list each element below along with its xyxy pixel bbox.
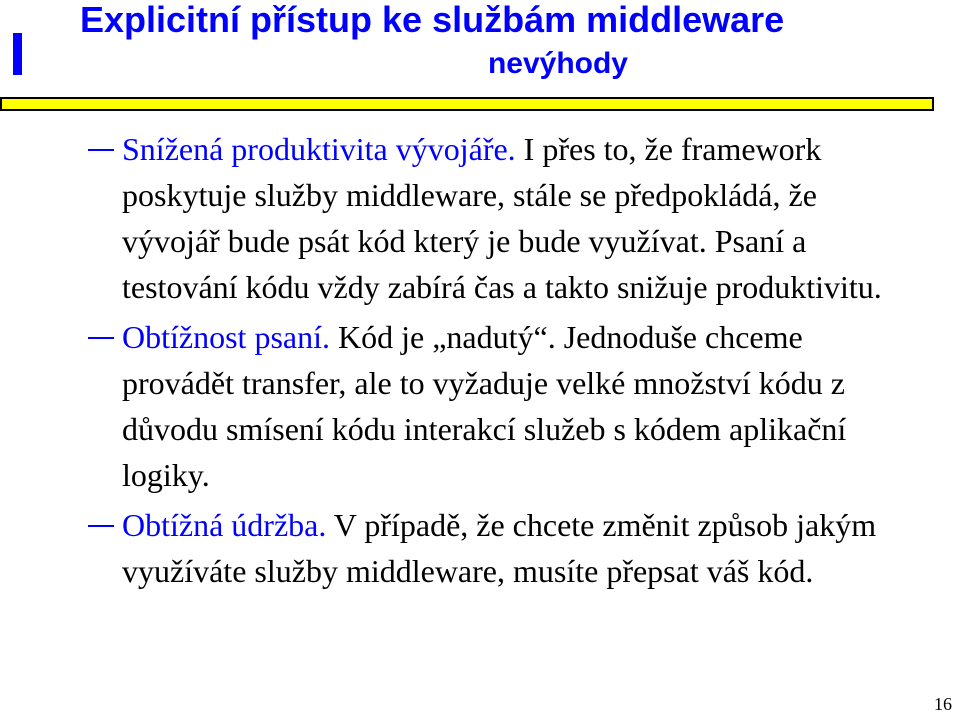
slide-title: Explicitní přístup ke službám middleware <box>80 0 785 40</box>
bullet-lead: Obtížná údržba. <box>122 507 327 543</box>
bullet-item-writing <box>88 314 918 498</box>
title-divider <box>0 97 934 111</box>
bullet-text: Kód je „nadutý“. Jednoduše chceme provádět transfer, ale to vyžaduje velké množství kódu z důvodu smísení kódu interakcí služeb s kódem aplikační logiky. <box>122 319 847 493</box>
dash-bullet-icon <box>88 337 114 339</box>
dash-bullet-icon <box>88 525 114 527</box>
dash-bullet-icon <box>88 149 114 151</box>
bullet-text: I přes to, že framework poskytuje služby middleware, stále se předpokládá, že vývojář bude psát kód který je bude využívat. Psaní a testování kódu vždy zabírá čas a takto snižuje produktivitu. <box>122 131 882 305</box>
bullet-lead: Snížená produktivita vývojáře. <box>122 131 516 167</box>
bullet-lead: Obtížnost psaní. <box>122 319 330 355</box>
bullet-item-maintenance <box>88 502 918 594</box>
page-number: 16 <box>934 694 952 714</box>
title-accent-bar <box>13 33 22 75</box>
bullet-list <box>88 126 918 598</box>
slide-subtitle: nevýhody <box>487 47 628 80</box>
bullet-text: V případě, že chcete změnit způsob jakým využíváte služby middleware, musíte přepsat váš kód. <box>122 507 877 589</box>
bullet-item-productivity <box>88 126 918 310</box>
